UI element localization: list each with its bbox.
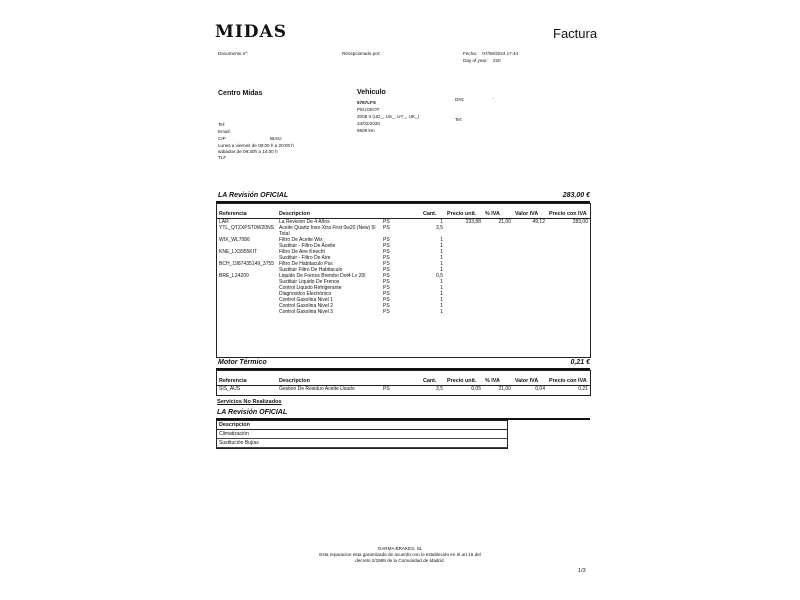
table-row [217,225,590,237]
list-item [217,439,507,448]
cell-ps: PS [383,309,390,315]
cell-total [547,225,590,237]
table-row [217,386,590,393]
col-referencia: Referencia [217,371,277,386]
centro-iban: IBAN: [270,136,282,141]
col-iva: % IVA [483,371,513,386]
centro-hours1: Lunes a viernes de 09:00 h a 20:00 h [218,143,294,148]
cell-ps: PS [383,267,390,273]
centro-title: Centro Midas [218,90,263,97]
cell-iva: 21,00 [498,386,511,392]
documento-label: Documento nº: [218,51,249,56]
cell-desc: Liquido De Frenos Brembo Dot4 Lv 20l [279,273,366,279]
cell-ps: PS [383,249,390,255]
cell-desc: Filtro De Habitaculo Pss [279,261,333,267]
cell-cant: 1 [440,237,443,243]
footer-company: GARMA BRAKES, SL [377,546,423,551]
section1-title: LA Revisión OFICIAL [218,192,289,199]
vehiculo-make: PEUGEOT [357,107,380,112]
no-realizados-title: LA Revisión OFICIAL [217,409,288,416]
midas-logo: MIDAS [215,22,287,42]
day-label: Day of year: [463,58,488,63]
cell-cant: 1 [440,243,443,249]
cell-cant: 1 [440,291,443,297]
cell-iva [483,225,513,237]
cell-valor [513,225,547,237]
cell-desc: Sustituir Liquido De Frenos [279,279,340,285]
no-realizado-item: Sustitución Bujías [217,439,507,448]
cell-cant: 1 [440,297,443,303]
cell-total: 283,00 [572,219,588,225]
centro-cif: CIF: [218,136,227,141]
vehiculo-model: 2008 II (UD_, US_, UY_, UK_) [357,114,420,119]
cell-ps: PS [383,237,390,243]
no-realizados-table [217,421,507,448]
col-valor-iva: Valor IVA [513,204,547,219]
cell-cant: 1 [440,279,443,285]
cell-valor: 0,04 [535,386,545,392]
cell-ref: BRE_L24200 [219,273,249,279]
cell-cant: 1 [440,309,443,315]
col-precio-unit: Precio unit. [445,371,483,386]
cell-total: 0,21 [578,386,588,392]
dni-value: - [492,96,494,101]
col-cant: Cant. [421,371,445,386]
cell-ref: WIX_WL7086 [219,237,250,243]
no-realizados-heading: Servicios No Realizados [217,399,282,405]
no-realizados-box [216,420,508,449]
cell-cant: 0,5 [436,273,443,279]
cell-cant: 3,5 [436,225,443,231]
dni-label: DNI: [455,97,465,102]
cell-ps: PS [383,279,390,285]
col-precio-con-iva: Precio con IVA [547,371,590,386]
cell-desc: Control Gasolina Nivel 3 [279,309,333,315]
vehiculo-km: 6509 km [357,128,375,133]
recepcionado-label: Recepcionado por: [342,51,381,56]
cell-ref: KNE_LX3955KIT [219,249,258,255]
list-item [217,430,507,439]
cell-ps: PS [383,243,390,249]
cell-desc: Filtro De Aire Knecht [279,249,325,255]
col-valor-iva: Valor IVA [513,371,547,386]
col-iva: % IVA [483,204,513,219]
cell-ps: PS [383,273,390,279]
cell-precio: 0,05 [471,386,481,392]
vehiculo-title: Vehiculo [357,89,386,96]
cell-cant: 3,5 [436,386,443,392]
footer-line1: Esta reparacion esta garantizada de acuerdo con lo establecido en el art.16 del [319,552,481,557]
no-realizados-header: Descripcion [217,421,507,430]
cell-valor [513,309,547,315]
col-ps [381,371,421,386]
footer-line2: decreto 2/1995 de la Comunidad de Madrid. [355,558,445,563]
cell-desc: Control Gasolina Nivel 1 [279,297,333,303]
cell-ps: PS [383,225,390,231]
section1-total: 283,00 € [562,192,590,199]
cell-ref: SIS_AUS [219,386,241,392]
col-ps [381,204,421,219]
cell-cant: 1 [440,255,443,261]
cell-cant: 1 [440,267,443,273]
cell-ref: YTL_QTZXPST0W20NS [219,225,275,231]
section1-header-row [217,204,590,219]
cell-cant: 1 [440,219,443,225]
cell-desc: Aceite Quartz Ineo Xtra First 0w20 (New) 5l Total [279,225,376,237]
cell-precio [445,225,483,237]
cell-total [547,309,590,315]
cell-desc: Sustituir Filtro De Habitaculo [279,267,343,273]
cell-ps: PS [383,285,390,291]
centro-tlf: TLF [218,155,227,160]
cell-ps: PS [383,303,390,309]
cell-precio: 233,88 [465,219,481,225]
cell-ps: PS [383,219,390,225]
cell-ref: BCH_1987435149_3755 [219,261,275,267]
cell-desc: Control Liquido Refrigerante [279,285,342,291]
cell-ref [217,309,277,315]
cell-desc: Diagnostico Electrónico [279,291,332,297]
cell-cant: 1 [440,303,443,309]
cell-desc: Gestion De Residuo Aceite Usado [279,386,355,392]
page-number: 1/3 [578,568,586,574]
cell-valor: 49,12 [532,219,545,225]
document-title: Factura [553,26,598,41]
cell-cant: 1 [440,249,443,255]
cell-ref: LAR [219,219,229,225]
col-precio-unit: Precio unit. [445,204,483,219]
day-block [463,58,501,64]
cell-desc: La Revision De 4 Años [279,219,330,225]
vehiculo-plate: 5767LFS [357,100,376,105]
section1-table-box [216,203,591,358]
cell-ps: PS [383,297,390,303]
section2-title: Motor Térmico [218,359,267,366]
vehiculo-date: 24/02/2020 [357,121,380,126]
table-row [217,309,590,315]
cell-desc: Control Gasolina Nivel 2 [279,303,333,309]
centro-tel: Tel: [218,122,226,127]
cell-desc: Filtro De Aceite Wix [279,237,323,243]
cell-precio [445,309,483,315]
cliente-tel-label: Tel: [455,117,463,122]
cell-ps: PS [383,261,390,267]
fecha-value: 07/08/2024 17:44 [482,51,519,56]
centro-email: Email: [218,129,231,134]
fecha-label: Fecha: [463,51,478,56]
cell-cant: 1 [440,261,443,267]
cell-desc: Sustituir - Filtro De Aire [279,255,331,261]
section2-total: 0,21 € [570,359,590,366]
no-realizado-item: Climatización [217,430,507,439]
section2-table-box [216,370,591,396]
col-cant: Cant. [421,204,445,219]
cell-ps: PS [383,255,390,261]
col-precio-con-iva: Precio con IVA [547,204,590,219]
col-referencia: Referencia [217,204,277,219]
section2-header-row [217,371,590,386]
cell-ps: PS [383,291,390,297]
cell-cant: 1 [440,285,443,291]
col-descripcion: Descripcion [277,371,381,386]
cell-iva: 21,00 [498,219,511,225]
section2-table [217,371,590,392]
fecha-block [463,51,518,57]
centro-hours2: sabados de 09:30h a 14:00 h [218,149,278,154]
cell-desc: Sustituir - Filtro De Aceite [279,243,336,249]
cell-iva [483,309,513,315]
section1-table [217,204,590,315]
day-value: 220 [493,58,501,63]
col-descripcion: Descripcion [277,204,381,219]
cell-ps: PS [383,386,390,392]
